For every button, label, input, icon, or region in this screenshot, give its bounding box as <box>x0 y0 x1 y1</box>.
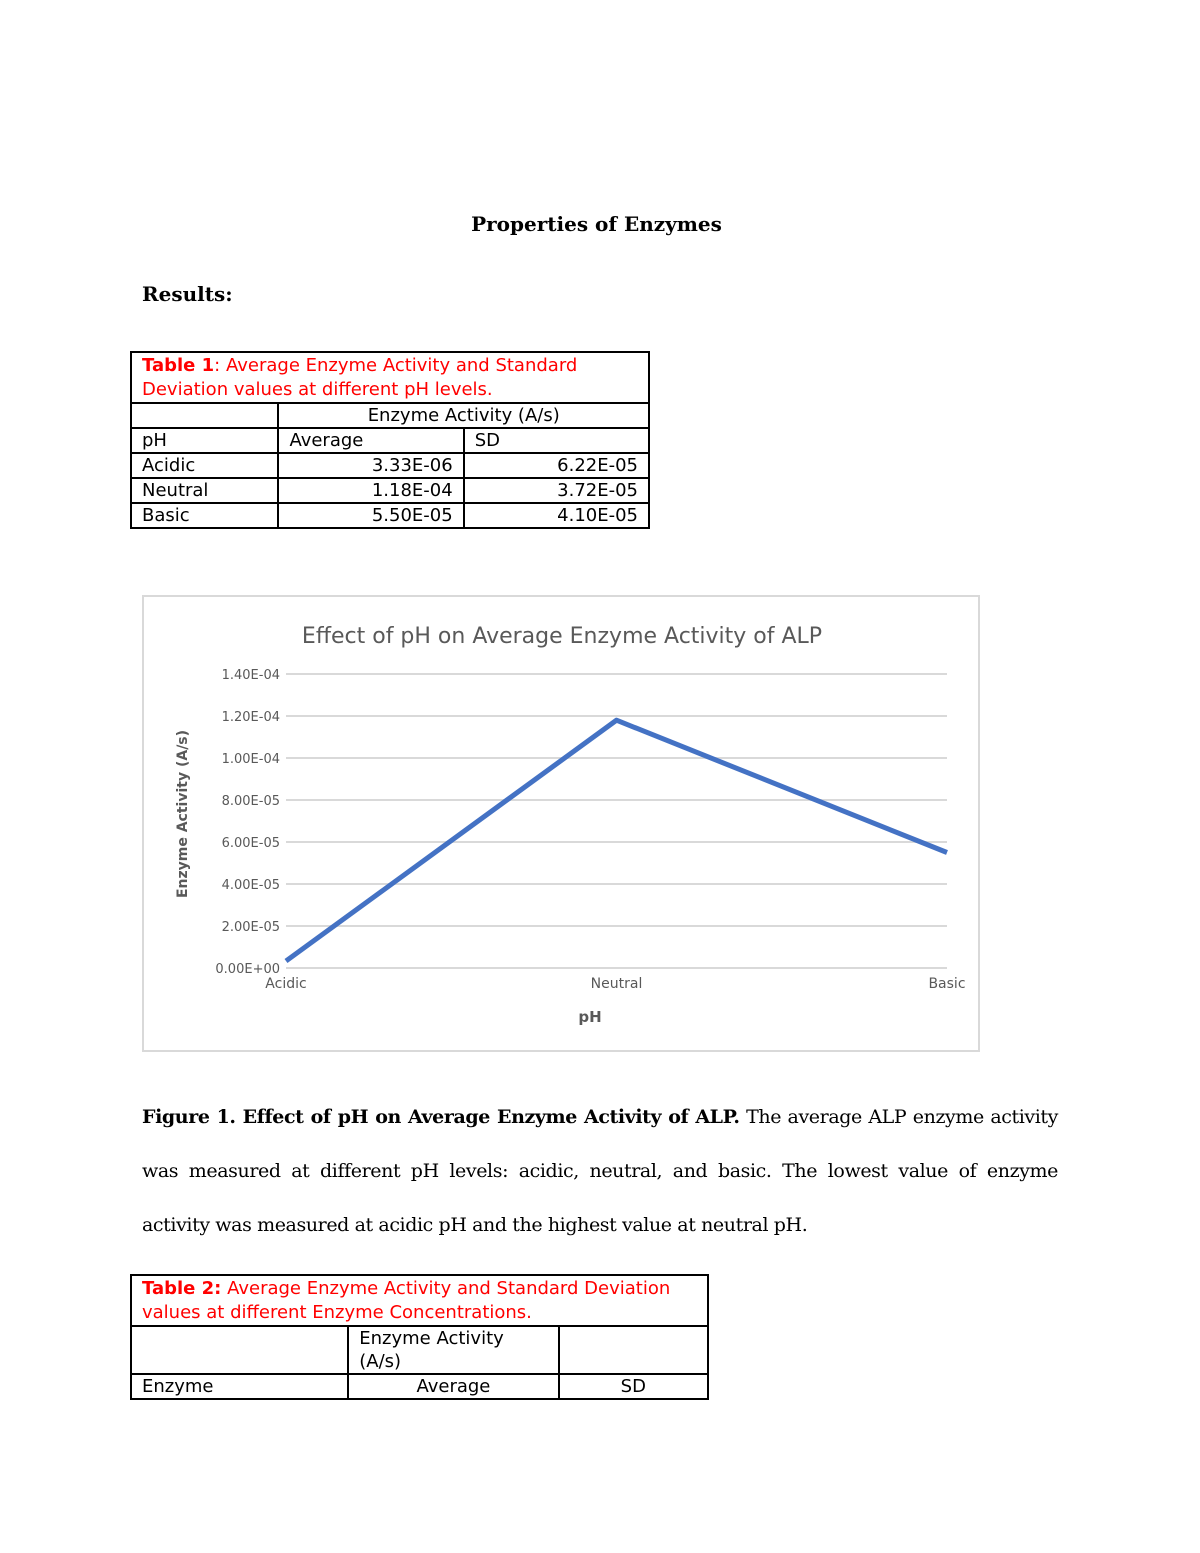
table-1-caption <box>131 352 649 403</box>
table-1-cell-average: 1.18E-04 <box>278 478 463 503</box>
table-row <box>131 503 649 528</box>
chart-y-tick-label: 8.00E-05 <box>221 794 280 809</box>
table-1-cell-sd: 4.10E-05 <box>464 503 649 528</box>
table-2-header-sd: SD <box>559 1374 708 1399</box>
table-2-header-enzyme: Enzyme <box>131 1374 348 1399</box>
chart-y-tick-label: 1.20E-04 <box>221 710 280 725</box>
table-2-group-header: Enzyme Activity (A/s) <box>348 1326 558 1374</box>
chart-x-axis-label: pH <box>578 1008 602 1026</box>
table-2-caption-label: Table 2: <box>142 1278 222 1299</box>
chart-y-ticks <box>215 668 280 977</box>
table-2-empty-cell <box>131 1326 348 1374</box>
table-1-empty-cell <box>131 403 278 428</box>
table-1-caption-text: Average Enzyme Activity and Standard Deviation values at different pH levels. <box>142 355 578 400</box>
table-1-cell-average: 5.50E-05 <box>278 503 463 528</box>
figure-1-label: Figure 1. Effect of pH on Average Enzyme Activity of ALP. <box>142 1106 740 1128</box>
chart-x-tick-label: Acidic <box>265 976 307 992</box>
chart-y-axis-label: Enzyme Activity (A/s) <box>175 729 191 899</box>
chart-x-tick-label: Neutral <box>590 976 643 992</box>
table-2-caption <box>131 1275 708 1326</box>
table-row <box>131 453 649 478</box>
chart-x-tick-label: Basic <box>928 976 966 992</box>
table-1-cell-sd: 3.72E-05 <box>464 478 649 503</box>
table-1-caption-colon: : <box>214 355 221 376</box>
table-1-header-average: Average <box>278 428 463 453</box>
results-heading: Results: <box>142 282 233 306</box>
chart-x-ticks <box>265 976 965 992</box>
chart-title: Effect of pH on Average Enzyme Activity of ALP <box>301 624 823 649</box>
line-chart <box>144 597 982 1054</box>
page-title: Properties of Enzymes <box>471 212 722 236</box>
table-1 <box>130 351 650 529</box>
table-1-cell-ph: Basic <box>131 503 278 528</box>
chart-y-tick-label: 4.00E-05 <box>221 878 280 893</box>
table-1-cell-sd: 6.22E-05 <box>464 453 649 478</box>
table-1-caption-label: Table 1 <box>142 355 215 376</box>
chart-y-tick-label: 2.00E-05 <box>221 920 280 935</box>
chart-y-tick-label: 1.40E-04 <box>221 668 280 683</box>
table-1-cell-average: 3.33E-06 <box>278 453 463 478</box>
chart-y-tick-label: 0.00E+00 <box>215 962 280 977</box>
chart-y-tick-label: 1.00E-04 <box>221 752 280 767</box>
table-1-cell-ph: Neutral <box>131 478 278 503</box>
figure-1-caption <box>142 1090 1058 1252</box>
figure-1-text: The average ALP enzyme activity was measured at different pH levels: acidic, neutral, and basic. The lowest value of enzyme activity was measured at acidic pH and the highest value at neutral pH. <box>142 1106 1058 1236</box>
table-row <box>131 478 649 503</box>
table-1-group-header: Enzyme Activity (A/s) <box>278 403 649 428</box>
chart-y-tick-label: 6.00E-05 <box>221 836 280 851</box>
table-2-header-average: Average <box>348 1374 558 1399</box>
table-2 <box>130 1274 709 1400</box>
table-2-empty-cell <box>559 1326 708 1374</box>
chart-frame <box>142 595 980 1052</box>
chart-series-line-average <box>286 720 947 961</box>
table-1-cell-ph: Acidic <box>131 453 278 478</box>
table-1-header-sd: SD <box>464 428 649 453</box>
table-2-caption-text: Average Enzyme Activity and Standard Deviation values at different Enzyme Concentrations. <box>142 1278 671 1323</box>
table-1-header-ph: pH <box>131 428 278 453</box>
